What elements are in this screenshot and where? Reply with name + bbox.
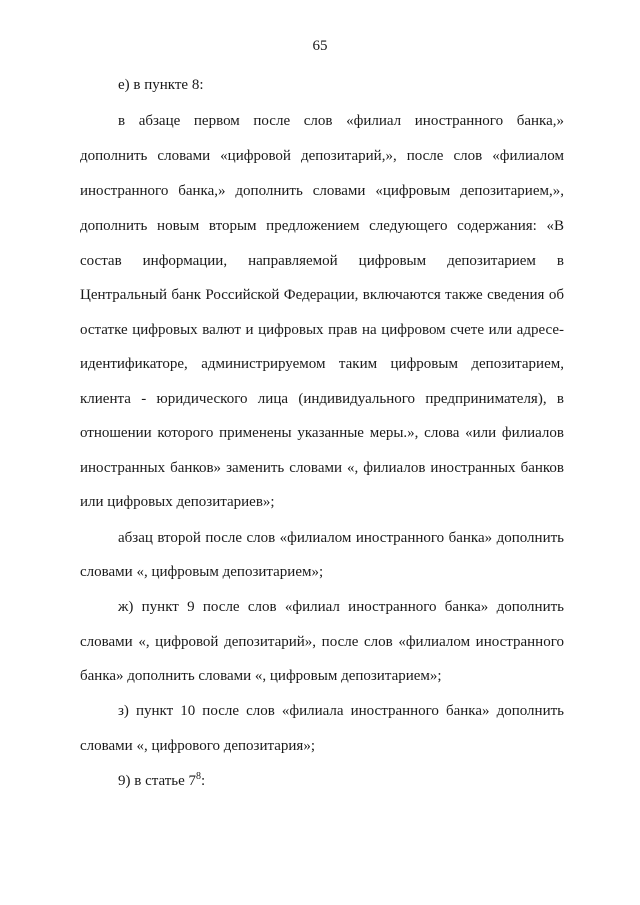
paragraph-tail: : xyxy=(201,773,206,789)
article-superscript: 8 xyxy=(196,771,202,782)
paragraph-line: иностранного банка,» дополнить словами «цифровым депозитарием,», xyxy=(80,183,564,199)
paragraph-line: дополнить словами «цифровой депозитарий,», после слов «филиалом xyxy=(80,148,564,164)
paragraph-line: словами «, цифровой депозитарий», после слов «филиалом иностранного xyxy=(80,634,564,650)
paragraph-line: остатке цифровых валют и цифровых прав на цифровом счете или адресе- xyxy=(80,322,564,338)
paragraph-line: идентификаторе, администрируемом таким цифровым депозитарием, xyxy=(80,356,564,372)
paragraph-line: банка» дополнить словами «, цифровым депозитарием»; xyxy=(80,668,442,684)
paragraph-line: клиента - юридического лица (индивидуального предпринимателя), в xyxy=(80,391,564,407)
paragraph-line: в абзаце первом после слов «филиал иностранного банка,» xyxy=(118,113,564,129)
paragraph-line: отношении которого применены указанные меры.», слова «или филиалов xyxy=(80,425,564,441)
paragraph-line: з) пункт 10 после слов «филиала иностранного банка» дополнить xyxy=(118,703,564,719)
paragraph-line: иностранных банков» заменить словами «, филиалов иностранных банков xyxy=(80,460,564,476)
paragraph-line: дополнить новым вторым предложением следующего содержания: «В xyxy=(80,218,564,234)
paragraph-line: ж) пункт 9 после слов «филиал иностранного банка» дополнить xyxy=(118,599,564,615)
paragraph-text: 9) в статье 7 xyxy=(118,773,197,789)
paragraph-line: словами «, цифровым депозитарием»; xyxy=(80,564,324,580)
paragraph-line: е) в пункте 8: xyxy=(118,77,204,93)
paragraph-line: Центральный банк Российской Федерации, включаются также сведения об xyxy=(80,287,564,303)
paragraph-line: словами «, цифрового депозитария»; xyxy=(80,738,315,754)
paragraph-line: состав информации, направляемой цифровым депозитарием в xyxy=(80,253,564,269)
paragraph-line: или цифровых депозитариев»; xyxy=(80,494,275,510)
page-number: 65 xyxy=(312,38,328,54)
paragraph-line xyxy=(118,772,564,790)
paragraph-line: абзац второй после слов «филиалом иностранного банка» дополнить xyxy=(118,530,564,546)
